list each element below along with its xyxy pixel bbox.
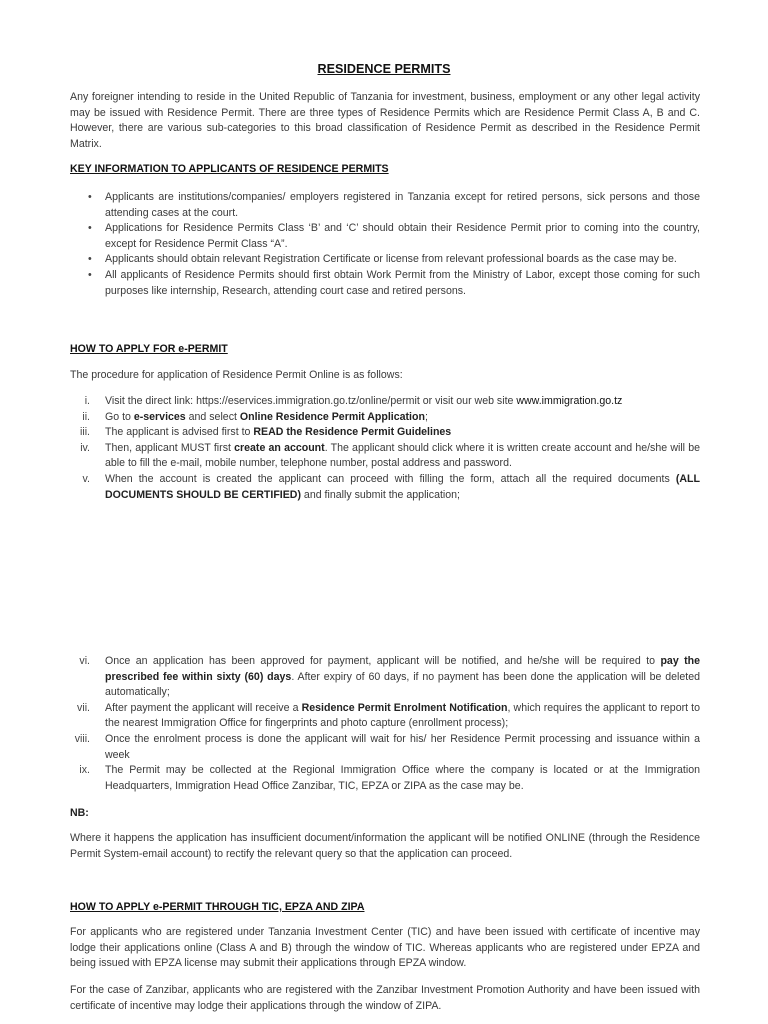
page-title: RESIDENCE PERMITS xyxy=(317,62,451,76)
step-item xyxy=(70,701,700,732)
how-to-apply-heading: HOW TO APPLY FOR e-PERMIT xyxy=(70,343,228,355)
key-info-item: • All applicants of Residence Permits should first obtain Work Permit from the Ministry of Labor, except those coming for such purposes like internship, Research, attending court case and retired persons. xyxy=(70,268,700,299)
step-item xyxy=(70,410,700,426)
key-info-item: • Applicants are institutions/companies/ employers registered in Tanzania except for retired persons, sick persons and those attending cases at the court. xyxy=(70,190,700,221)
step-text: Once an application has been approved for payment, applicant will be notified, and he/she will be required to xyxy=(105,655,661,667)
intro-paragraph: Any foreigner intending to reside in the United Republic of Tanzania for investment, business, employment or any other legal activity may be issued with Residence Permit. There are three types of Residence Permits which are Residence Permit Class A, B and C. However, there are various sub-categories to this broad classification of Residence Permit as described in the Residence Permit Matrix. xyxy=(70,91,700,150)
step-text: . The applicant should click where it is written create account and he/she will be able to fill the e-mail, mobile number, telephone number, postal address and password. xyxy=(105,441,700,470)
step-item xyxy=(70,441,700,472)
step-item xyxy=(70,763,700,794)
key-info-item: • Applicants should obtain relevant Registration Certificate or license from relevant professional boards as the case may be. xyxy=(70,252,700,268)
step-emphasis: pay the prescribed fee within sixty (60) days xyxy=(105,655,701,683)
step-number: ix. xyxy=(79,764,90,777)
step-text: ; xyxy=(424,410,428,423)
step-item xyxy=(70,654,700,701)
step-item xyxy=(70,425,700,441)
key-info-list xyxy=(70,190,700,299)
step-text: , which requires the applicant to report to the nearest Immigration Office for fingerprints and photo capture (enrollment process); xyxy=(105,701,700,730)
step-text: After payment the applicant will receive a xyxy=(105,701,302,714)
key-info-item: • Applications for Residence Permits Class ‘B’ and ‘C’ should obtain their Residence Permit prior to coming into the country, except for Residence Permit Class “A”. xyxy=(70,221,700,252)
key-info-heading: KEY INFORMATION TO APPLICANTS OF RESIDENCE PERMITS xyxy=(70,163,389,175)
step-item xyxy=(70,472,700,503)
step-text: and select xyxy=(185,410,240,423)
step-emphasis: Online Residence Permit Application xyxy=(239,410,425,423)
step-number: v. xyxy=(82,472,90,485)
tic-epza-zipa-heading: HOW TO APPLY e-PERMIT THROUGH TIC, EPZA AND ZIPA xyxy=(70,901,365,913)
step-number: iii. xyxy=(79,426,90,439)
how-to-apply-lead: The procedure for application of Residence Permit Online is as follows: xyxy=(70,369,403,381)
step-item xyxy=(70,394,700,410)
step-text: The Permit may be collected at the Regional Immigration Office where the company is located or at the Immigration Headquarters, Immigration Head Office Zanzibar, TIC, EPZA or ZIPA as the case may be. xyxy=(105,764,700,792)
step-emphasis: e-services xyxy=(133,410,186,423)
step-number: iv. xyxy=(80,441,90,454)
step-number: vi. xyxy=(79,655,90,667)
step-emphasis: (ALL DOCUMENTS SHOULD BE CERTIFIED) xyxy=(105,472,700,501)
step-number: ii. xyxy=(82,410,90,423)
step-emphasis: create an account xyxy=(234,441,325,454)
step-text: The applicant is advised first to xyxy=(105,426,254,439)
step-number: i. xyxy=(84,395,90,407)
step-text: and finally submit the application; xyxy=(300,488,460,501)
step-item xyxy=(70,732,700,763)
step-emphasis: READ the Residence Permit Guidelines xyxy=(253,426,452,439)
nb-paragraph: Where it happens the application has insufficient document/information the applicant will be notified ONLINE (through the Residence Permit System-email account) to rectify the relevant query so that the application can proceed. xyxy=(70,832,700,860)
step-text: Once the enrolment process is done the applicant will wait for his/ her Residence Permit processing and issuance within a week xyxy=(105,732,700,761)
nb-label: NB: xyxy=(70,807,89,819)
tic-paragraph: For applicants who are registered under Tanzania Investment Center (TIC) and have been issued with certificate of incentive may lodge their applications online (Class A and B) through the window of TIC. Whereas applicants who are registered under EPZA and being issued with EPZA license may submit their applications through EPZA window. xyxy=(70,926,700,970)
step-text: www.immigration.go.tz xyxy=(516,395,623,407)
step-text: When the account is created the applicant can proceed with filling the form, attach all the required documents xyxy=(105,472,676,485)
step-text: Then, applicant MUST first xyxy=(105,441,235,454)
steps-list-part2 xyxy=(70,654,700,794)
steps-list-part1 xyxy=(70,394,700,503)
step-text: Visit the direct link: https://eservices.immigration.go.tz/online/permit or visit our web site xyxy=(105,395,517,407)
step-number: vii. xyxy=(77,701,90,714)
step-number: viii. xyxy=(74,732,90,745)
step-text: Go to xyxy=(105,410,134,423)
step-text: . After expiry of 60 days, if no payment has been done the application will be deleted automatically; xyxy=(105,670,700,699)
zipa-paragraph: For the case of Zanzibar, applicants who are registered with the Zanzibar Investment Promotion Authority and have been issued with certificate of incentive may lodge their applications through the window of ZIPA. xyxy=(70,984,700,1012)
step-emphasis: Residence Permit Enrolment Notification xyxy=(301,701,508,714)
